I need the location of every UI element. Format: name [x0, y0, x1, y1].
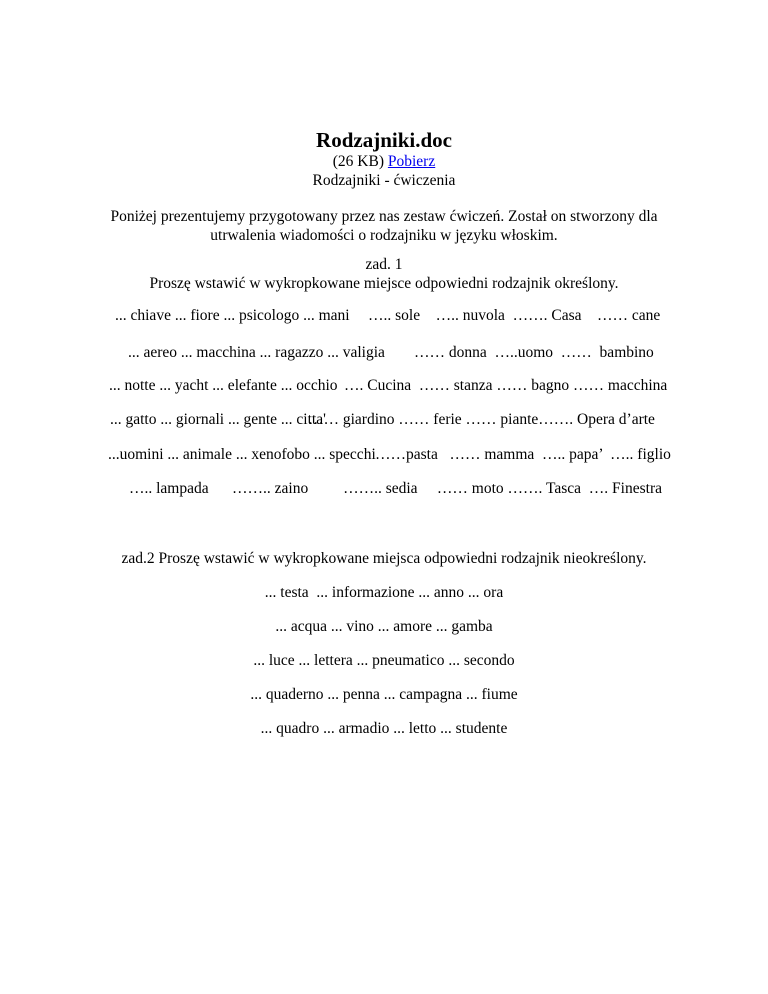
task1-row-1-right: ….. sole ….. nuvola ……. Casa …… cane: [368, 307, 661, 324]
document-title: Rodzajniki.doc: [316, 128, 452, 152]
file-meta: [0, 152, 768, 171]
task2-row-3: ... luce ... lettera ... pneumatico ... secondo: [253, 652, 515, 669]
file-size: (26 KB): [332, 153, 384, 170]
task1-row-3-left: ... notte ... yacht ... elefante ... occhio: [109, 377, 338, 394]
task2-row-5: ... quadro ... armadio ... letto ... studente: [260, 720, 508, 737]
intro-paragraph: Poniżej prezentujemy przygotowany przez nas zestaw ćwiczeń. Został on stworzony dla utrwalenia wiadomości o rodzajniku w języku włoskim.: [110, 208, 658, 244]
task2-row-2: ... acqua ... vino ... amore ... gamba: [275, 618, 493, 635]
task2-row-1: ... testa ... informazione ... anno ... ora: [264, 584, 504, 601]
task1-row-6-left: ….. lampada: [129, 480, 209, 497]
download-link[interactable]: Pobierz: [387, 153, 436, 170]
task1-row-1-left: ... chiave ... fiore ... psicologo ... mani: [115, 307, 350, 324]
task1-row-5-right: ……pasta …… mamma ….. papa’ ….. figlio: [375, 446, 671, 463]
task1-row-2-right: …… donna …..uomo …… bambino: [414, 344, 654, 361]
task2-instruction: zad.2 Proszę wstawić w wykropkowane miejsca odpowiedni rodzajnik nieokreślony.: [121, 550, 647, 567]
task1-row-4-right: …… giardino …… ferie …… piante……. Opera d’arte: [308, 411, 655, 428]
task1-row-4-left: ... gatto ... giornali ... gente ... citta': [110, 411, 326, 428]
task1-row-5-left: ...uomini ... animale ... xenofobo ... specchi: [108, 446, 376, 463]
task1-row-3-right: …. Cucina …… stanza …… bagno …… macchina: [344, 377, 668, 394]
document-subtitle: Rodzajniki - ćwiczenia: [312, 172, 456, 189]
task1-label: zad. 1: [365, 256, 403, 273]
task1-row-2-left: ... aereo ... macchina ... ragazzo ... valigia: [128, 344, 385, 361]
task2-row-4: ... quaderno ... penna ... campagna ... fiume: [250, 686, 518, 703]
task1-instruction: Proszę wstawić w wykropkowane miejsce odpowiedni rodzajnik określony.: [149, 275, 619, 292]
task1-row-6-right: …….. zaino …….. sedia …… moto ……. Tasca …. Finestra: [232, 480, 662, 497]
